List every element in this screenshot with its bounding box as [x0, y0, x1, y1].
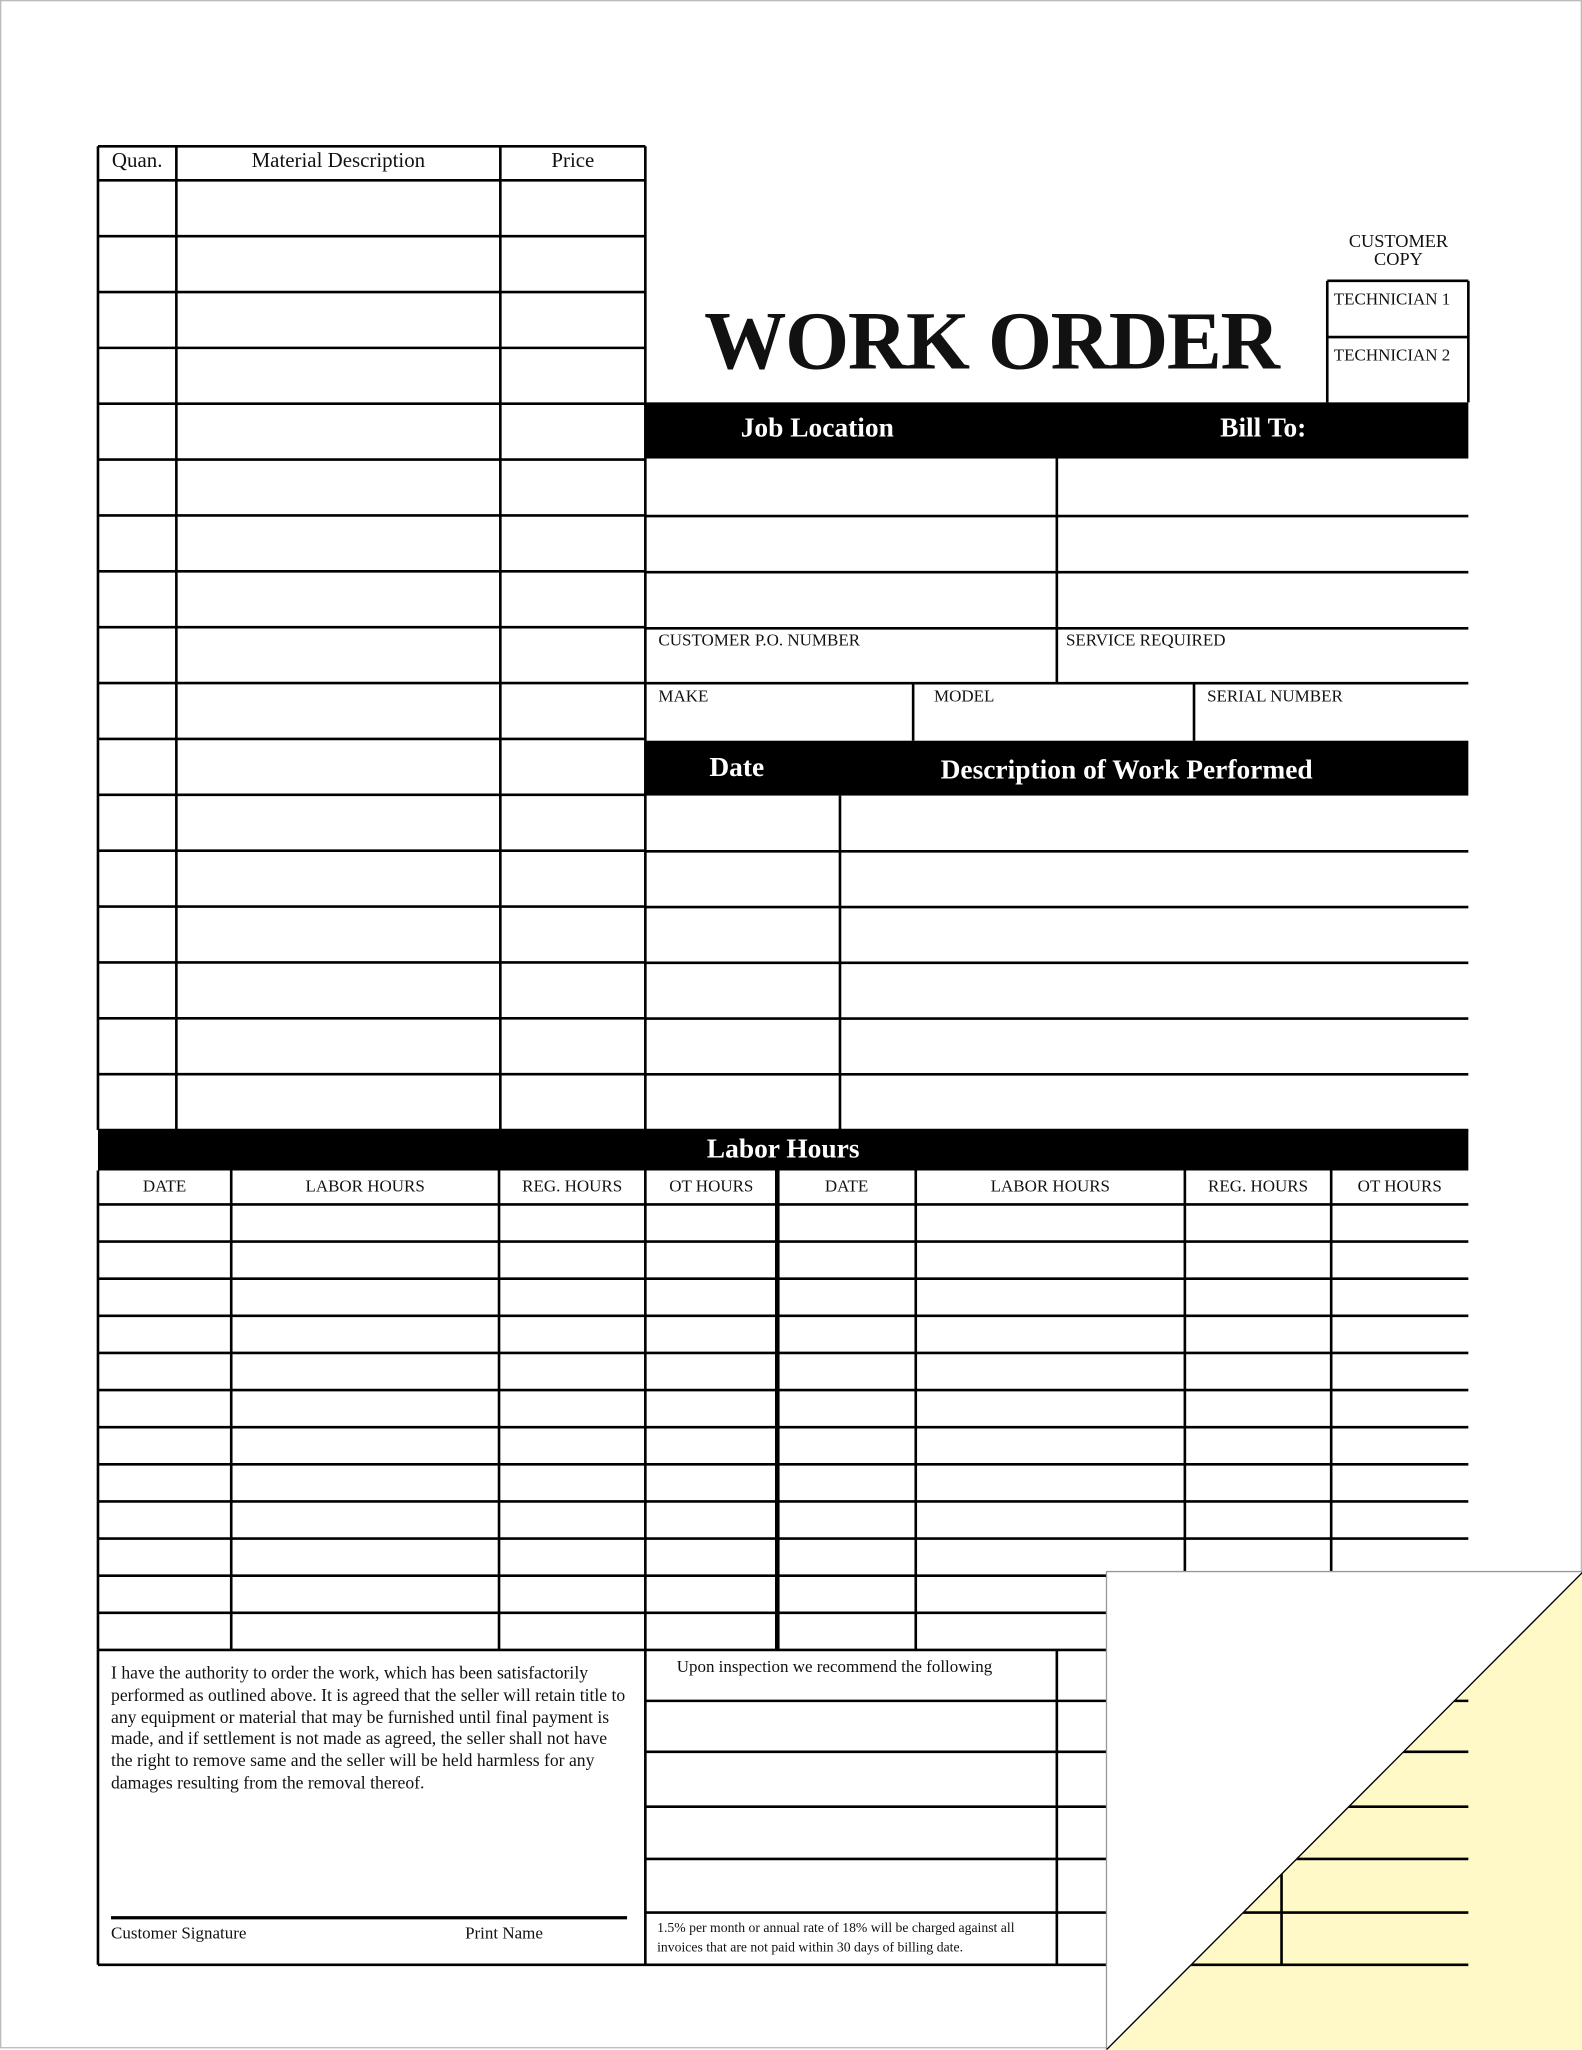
labor-header-date: DATE — [142, 1175, 187, 1196]
customer-copy-label: CUSTOMER COPY — [1348, 232, 1449, 271]
labor-header-reg-hours: REG. HOURS — [1207, 1175, 1309, 1196]
header-price: Price — [551, 150, 595, 173]
print-name-label: Print Name — [465, 1922, 543, 1943]
labor-header-date: DATE — [824, 1175, 869, 1196]
technician-1-label: TECHNICIAN 1 — [1333, 288, 1451, 309]
bill-to-heading: Bill To: — [1220, 411, 1307, 443]
labor-header-ot-hours: OT HOURS — [1357, 1175, 1442, 1196]
labor-header-labor-hours: LABOR HOURS — [305, 1175, 425, 1196]
technician-2-label: TECHNICIAN 2 — [1333, 344, 1451, 365]
page-title: WORK ORDER — [704, 295, 1279, 387]
carbon-copy-fold — [1, 1, 1582, 2049]
service-required-label: SERVICE REQUIRED — [1065, 629, 1226, 650]
late-fee-notice: 1.5% per month or annual rate of 18% will be charged against all invoices that are not paid within 30 days of billing date. — [657, 1921, 1015, 1956]
labor-header-ot-hours: OT HOURS — [669, 1175, 754, 1196]
recommendation-label: Upon inspection we recommend the following — [676, 1656, 993, 1677]
date-heading: Date — [709, 751, 765, 783]
labor-hours-heading: Labor Hours — [706, 1132, 860, 1164]
header-material-description: Material Description — [251, 150, 426, 173]
job-location-heading: Job Location — [740, 411, 894, 443]
customer-signature-label: Customer Signature — [111, 1922, 247, 1943]
authorization-terms: I have the authority to order the work, which has been satisfactorily performed as outlined above. It is agreed that the seller will retain title to any equipment or material that may be furnished until final payment is made, and if settlement is not made as agreed, the seller shall not have the right to remove same and the seller will be held harmless for any damages resulting from the removal thereof. — [111, 1662, 626, 1793]
model-label: MODEL — [934, 685, 995, 706]
labor-header-labor-hours: LABOR HOURS — [990, 1175, 1110, 1196]
work-description-heading: Description of Work Performed — [940, 753, 1313, 786]
header-quantity: Quan. — [111, 150, 163, 173]
serial-number-label: SERIAL NUMBER — [1207, 685, 1343, 706]
po-number-label: CUSTOMER P.O. NUMBER — [658, 629, 861, 650]
make-label: MAKE — [658, 685, 709, 706]
labor-header-reg-hours: REG. HOURS — [522, 1175, 623, 1196]
